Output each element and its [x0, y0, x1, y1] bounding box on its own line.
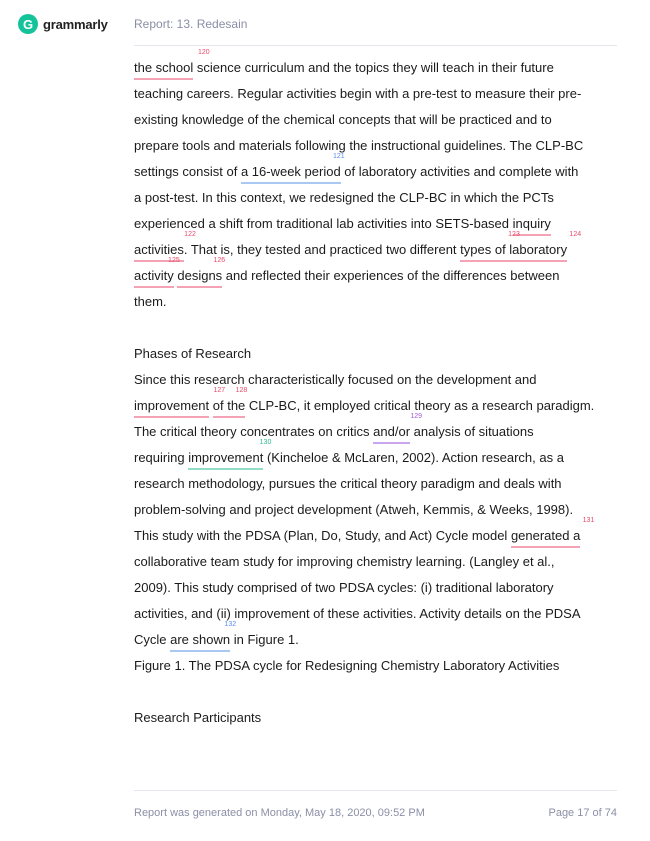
brand-name: grammarly	[43, 16, 108, 32]
text-line: This study with the PDSA (Plan, Do, Study, and Act) Cycle model 131 generated a	[134, 523, 624, 549]
text-line: prepare tools and materials following the instructional guidelines. The CLP-BC	[134, 138, 584, 153]
issue-number: 123	[508, 231, 520, 238]
issue-number: 132	[224, 621, 237, 628]
text-line: requiring 130 improvement (Kincheloe & McLaren, 2002). Action research, as a	[134, 445, 624, 471]
issue-number: 124	[569, 231, 582, 238]
issue-highlight[interactable]: 127 improvement	[134, 396, 209, 418]
issue-number: 122	[184, 231, 196, 238]
issue-number: 129	[410, 413, 423, 420]
issue-number: 128	[235, 387, 248, 394]
issue-highlight[interactable]: 125 activity	[134, 266, 174, 288]
issue-highlight[interactable]: 126 designs	[177, 266, 222, 288]
text-line: collaborative team study for improving chemistry learning. (Langley et al.,	[134, 554, 555, 569]
grammarly-logo	[18, 14, 108, 34]
text-line: existing knowledge of the chemical concepts that will be practiced and to	[134, 112, 552, 127]
section-heading: Research Participants	[134, 710, 262, 725]
issue-highlight[interactable]: inquiry	[513, 214, 551, 236]
report-body	[134, 49, 624, 731]
page-number: Page 17 of 74	[548, 807, 617, 819]
issue-number: 127	[213, 387, 226, 394]
report-generated-date: Report was generated on Monday, May 18, 2020, 09:52 PM	[134, 807, 425, 819]
issue-highlight[interactable]: 132 are shown	[170, 630, 230, 652]
issue-highlight[interactable]: 121 a 16-week period	[241, 162, 341, 184]
text-line: 127 improvement 128 of the CLP-BC, it employed critical theory as a research paradigm.	[134, 393, 624, 419]
text-line: experienced a shift from traditional lab activities into SETS-based inquiry	[134, 211, 624, 237]
issue-highlight[interactable]: 131 generated a	[511, 526, 580, 548]
text-line: teaching careers. Regular activities begin with a pre-test to measure their pre-	[134, 86, 582, 101]
text-line: 122 activities. That is, they tested and practiced two different 123 124 types of laboratory	[134, 237, 624, 263]
text-line: research methodology, pursues the critical theory paradigm and deals with	[134, 476, 562, 491]
issue-number: 121	[333, 153, 345, 160]
header-divider	[134, 45, 617, 46]
text-line: a post-test. In this context, we redesigned the CLP-BC in which the PCTs	[134, 190, 554, 205]
issue-highlight[interactable]: 120 the school	[134, 58, 193, 80]
text-line: 125 activity 126 designs and reflected their experiences of the differences between	[134, 263, 624, 289]
text-line: The critical theory concentrates on critics 129 and/or analysis of situations	[134, 419, 624, 445]
issue-number: 130	[259, 439, 272, 446]
figure-caption: Figure 1. The PDSA cycle for Redesigning Chemistry Laboratory Activities	[134, 658, 560, 673]
issue-highlight[interactable]: 123 124 types of laboratory	[460, 240, 567, 262]
issue-highlight[interactable]: 128 of the	[213, 396, 246, 418]
issue-number: 120	[198, 49, 210, 56]
section-heading: Phases of Research	[134, 346, 252, 361]
issue-number: 125	[168, 257, 180, 264]
report-title: Report: 13. Redesain	[134, 17, 248, 31]
text-line: them.	[134, 294, 167, 309]
issue-highlight[interactable]: 129 and/or	[373, 422, 410, 444]
text-line: 120 the school science curriculum and the topics they will teach in their future	[134, 55, 624, 81]
text-line: 2009). This study comprised of two PDSA cycles: (i) traditional laboratory	[134, 580, 554, 595]
issue-highlight[interactable]: 122 activities	[134, 240, 184, 262]
text-line: activities, and (ii) improvement of these activities. Activity details on the PDSA	[134, 606, 581, 621]
text-line: problem-solving and project development (Atweh, Kemmis, & Weeks, 1998).	[134, 502, 574, 517]
issue-number: 126	[213, 257, 226, 264]
issue-number: 131	[582, 517, 595, 524]
grammarly-g-icon: G	[18, 14, 38, 34]
text-line: settings consist of 121 a 16-week period of laboratory activities and complete with	[134, 159, 624, 185]
text-line: Cycle 132 are shown in Figure 1.	[134, 627, 624, 653]
issue-highlight[interactable]: 130 improvement	[188, 448, 263, 470]
footer-divider	[134, 790, 617, 791]
text-line: Since this research characteristically focused on the development and	[134, 372, 537, 387]
